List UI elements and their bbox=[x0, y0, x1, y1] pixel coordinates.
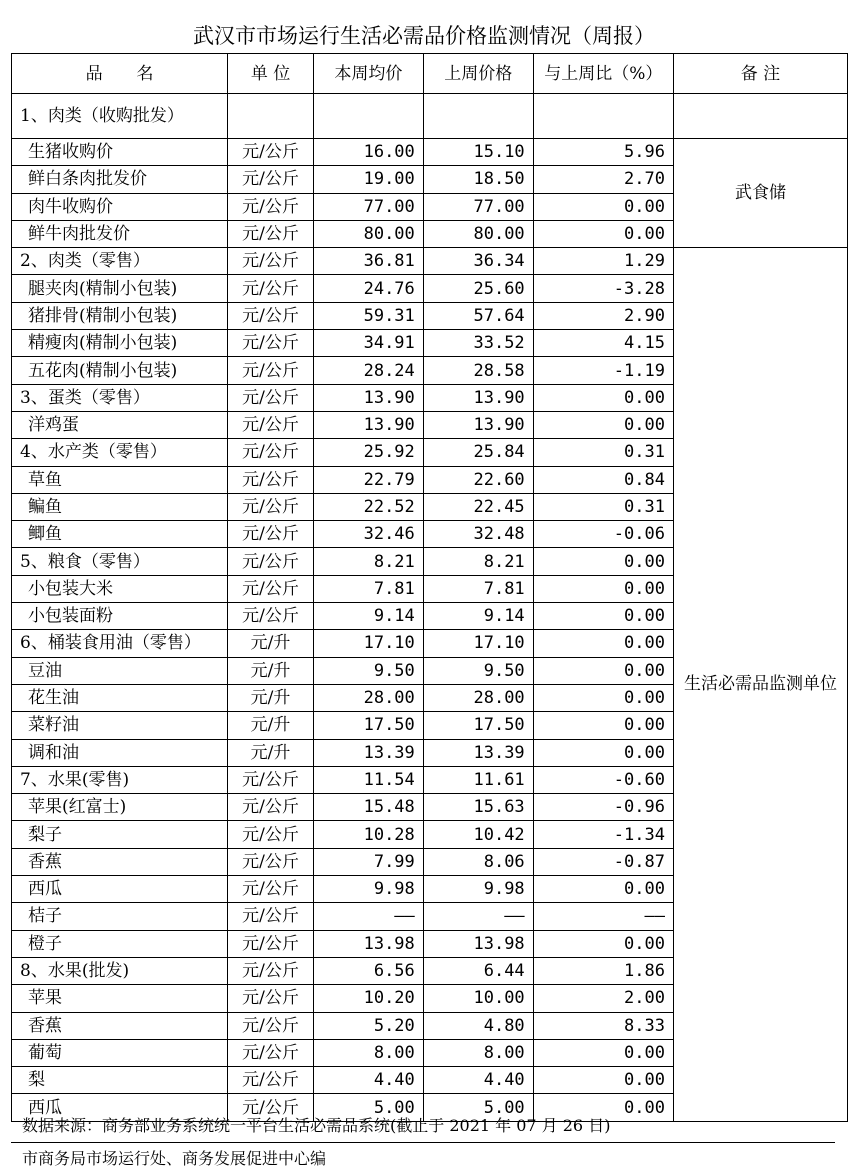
this-week-price: 5.20 bbox=[313, 1012, 423, 1039]
this-week-price: 28.00 bbox=[313, 684, 423, 711]
this-week-price: 13.90 bbox=[313, 384, 423, 411]
item-unit: 元/公斤 bbox=[228, 521, 314, 548]
week-change: 0.31 bbox=[533, 493, 673, 520]
item-name: 鳊鱼 bbox=[12, 493, 228, 520]
item-name: 4、水产类（零售） bbox=[12, 439, 228, 466]
header-unit: 单 位 bbox=[228, 54, 314, 94]
this-week-price: 22.52 bbox=[313, 493, 423, 520]
week-change: 0.84 bbox=[533, 466, 673, 493]
item-name: 鲜牛肉批发价 bbox=[12, 220, 228, 247]
editor-note: 市商务局市场运行处、商务发展促进中心编 bbox=[22, 1149, 327, 1168]
item-name: 猪排骨(精制小包装) bbox=[12, 302, 228, 329]
this-week-price: 32.46 bbox=[313, 521, 423, 548]
this-week-price: 6.56 bbox=[313, 957, 423, 984]
this-week-price: 9.14 bbox=[313, 603, 423, 630]
last-week-price: 25.60 bbox=[423, 275, 533, 302]
week-change: -1.34 bbox=[533, 821, 673, 848]
item-name: 五花肉(精制小包装) bbox=[12, 357, 228, 384]
item-name: 6、桶装食用油（零售） bbox=[12, 630, 228, 657]
week-change: 0.00 bbox=[533, 220, 673, 247]
header-this-week: 本周均价 bbox=[313, 54, 423, 94]
last-week-price: 33.52 bbox=[423, 330, 533, 357]
this-week-price: 8.21 bbox=[313, 548, 423, 575]
category-row bbox=[12, 94, 848, 139]
week-change: 0.00 bbox=[533, 876, 673, 903]
last-week-price: 5.00 bbox=[423, 1094, 533, 1121]
item-unit: 元/公斤 bbox=[228, 275, 314, 302]
last-week-price: 8.06 bbox=[423, 848, 533, 875]
this-week-price: 34.91 bbox=[313, 330, 423, 357]
last-week-price: 15.10 bbox=[423, 139, 533, 166]
item-unit: 元/升 bbox=[228, 712, 314, 739]
week-change: -0.96 bbox=[533, 794, 673, 821]
this-week-price: 80.00 bbox=[313, 220, 423, 247]
week-change: 0.00 bbox=[533, 712, 673, 739]
note-wholesale: 武食储 bbox=[673, 139, 847, 248]
item-unit: 元/公斤 bbox=[228, 575, 314, 602]
last-week-price: 9.98 bbox=[423, 876, 533, 903]
item-unit: 元/公斤 bbox=[228, 384, 314, 411]
week-change: 8.33 bbox=[533, 1012, 673, 1039]
item-unit: 元/公斤 bbox=[228, 876, 314, 903]
this-week-price: 13.90 bbox=[313, 411, 423, 438]
week-change: 0.00 bbox=[533, 548, 673, 575]
week-change: 1.29 bbox=[533, 248, 673, 275]
week-change: 0.00 bbox=[533, 684, 673, 711]
item-name: 橙子 bbox=[12, 930, 228, 957]
item-unit: 元/公斤 bbox=[228, 1012, 314, 1039]
last-week-price: 36.34 bbox=[423, 248, 533, 275]
footer-divider bbox=[11, 1142, 835, 1143]
empty-cell bbox=[423, 94, 533, 139]
last-week-price: 8.21 bbox=[423, 548, 533, 575]
item-name: 西瓜 bbox=[12, 876, 228, 903]
item-unit: 元/公斤 bbox=[228, 1094, 314, 1121]
item-unit: 元/公斤 bbox=[228, 1039, 314, 1066]
last-week-price: 77.00 bbox=[423, 193, 533, 220]
item-name: 小包装面粉 bbox=[12, 603, 228, 630]
week-change: 0.00 bbox=[533, 930, 673, 957]
this-week-price: 10.20 bbox=[313, 985, 423, 1012]
item-name: 花生油 bbox=[12, 684, 228, 711]
item-unit: 元/公斤 bbox=[228, 548, 314, 575]
item-unit: 元/公斤 bbox=[228, 985, 314, 1012]
week-change: 0.00 bbox=[533, 657, 673, 684]
week-change: 4.15 bbox=[533, 330, 673, 357]
this-week-price: 5.00 bbox=[313, 1094, 423, 1121]
week-change: -1.19 bbox=[533, 357, 673, 384]
item-unit: 元/升 bbox=[228, 684, 314, 711]
data-source-note: 数据来源：商务部业务系统统一平台生活必需品系统(截止于 2021 年 07 月 26 日) bbox=[22, 1116, 611, 1135]
report-title: 武汉市市场运行生活必需品价格监测情况（周报） bbox=[193, 24, 655, 48]
item-unit: 元/公斤 bbox=[228, 166, 314, 193]
week-change: 0.00 bbox=[533, 411, 673, 438]
last-week-price: 4.80 bbox=[423, 1012, 533, 1039]
item-unit: 元/公斤 bbox=[228, 930, 314, 957]
last-week-price: 7.81 bbox=[423, 575, 533, 602]
week-change: 0.00 bbox=[533, 193, 673, 220]
last-week-price: —— bbox=[423, 903, 533, 930]
week-change: 1.86 bbox=[533, 957, 673, 984]
week-change: 0.00 bbox=[533, 384, 673, 411]
this-week-price: 13.39 bbox=[313, 739, 423, 766]
item-name: 豆油 bbox=[12, 657, 228, 684]
item-unit: 元/公斤 bbox=[228, 821, 314, 848]
empty-cell bbox=[228, 94, 314, 139]
item-name: 香蕉 bbox=[12, 1012, 228, 1039]
week-change: 0.00 bbox=[533, 575, 673, 602]
week-change: 2.70 bbox=[533, 166, 673, 193]
item-name: 2、肉类（零售） bbox=[12, 248, 228, 275]
this-week-price: —— bbox=[313, 903, 423, 930]
this-week-price: 7.81 bbox=[313, 575, 423, 602]
item-name: 西瓜 bbox=[12, 1094, 228, 1121]
week-change: 0.00 bbox=[533, 630, 673, 657]
this-week-price: 17.10 bbox=[313, 630, 423, 657]
week-change: -0.60 bbox=[533, 766, 673, 793]
last-week-price: 17.10 bbox=[423, 630, 533, 657]
item-name: 草鱼 bbox=[12, 466, 228, 493]
header-last-week: 上周价格 bbox=[423, 54, 533, 94]
this-week-price: 4.40 bbox=[313, 1067, 423, 1094]
note-retail: 生活必需品监测单位 bbox=[673, 248, 847, 1122]
last-week-price: 80.00 bbox=[423, 220, 533, 247]
category-label: 1、肉类（收购批发） bbox=[12, 94, 228, 139]
week-change: 2.90 bbox=[533, 302, 673, 329]
last-week-price: 57.64 bbox=[423, 302, 533, 329]
last-week-price: 9.50 bbox=[423, 657, 533, 684]
this-week-price: 28.24 bbox=[313, 357, 423, 384]
item-name: 梨子 bbox=[12, 821, 228, 848]
last-week-price: 10.42 bbox=[423, 821, 533, 848]
item-name: 5、粮食（零售） bbox=[12, 548, 228, 575]
item-unit: 元/公斤 bbox=[228, 139, 314, 166]
week-change: 0.00 bbox=[533, 1094, 673, 1121]
item-name: 鲫鱼 bbox=[12, 521, 228, 548]
item-unit: 元/公斤 bbox=[228, 493, 314, 520]
last-week-price: 32.48 bbox=[423, 521, 533, 548]
this-week-price: 36.81 bbox=[313, 248, 423, 275]
last-week-price: 4.40 bbox=[423, 1067, 533, 1094]
week-change: 2.00 bbox=[533, 985, 673, 1012]
last-week-price: 10.00 bbox=[423, 985, 533, 1012]
item-name: 生猪收购价 bbox=[12, 139, 228, 166]
item-unit: 元/升 bbox=[228, 739, 314, 766]
item-name: 调和油 bbox=[12, 739, 228, 766]
this-week-price: 9.98 bbox=[313, 876, 423, 903]
last-week-price: 28.00 bbox=[423, 684, 533, 711]
last-week-price: 25.84 bbox=[423, 439, 533, 466]
table-row bbox=[12, 248, 848, 275]
this-week-price: 24.76 bbox=[313, 275, 423, 302]
this-week-price: 11.54 bbox=[313, 766, 423, 793]
empty-cell bbox=[533, 94, 673, 139]
item-name: 精瘦肉(精制小包装) bbox=[12, 330, 228, 357]
empty-cell bbox=[313, 94, 423, 139]
week-change: 0.00 bbox=[533, 1067, 673, 1094]
this-week-price: 10.28 bbox=[313, 821, 423, 848]
item-unit: 元/公斤 bbox=[228, 603, 314, 630]
this-week-price: 9.50 bbox=[313, 657, 423, 684]
this-week-price: 7.99 bbox=[313, 848, 423, 875]
this-week-price: 15.48 bbox=[313, 794, 423, 821]
header-name: 品 名 bbox=[12, 54, 228, 94]
item-name: 梨 bbox=[12, 1067, 228, 1094]
item-name: 香蕉 bbox=[12, 848, 228, 875]
item-name: 桔子 bbox=[12, 903, 228, 930]
week-change: —— bbox=[533, 903, 673, 930]
this-week-price: 77.00 bbox=[313, 193, 423, 220]
item-name: 腿夹肉(精制小包装) bbox=[12, 275, 228, 302]
last-week-price: 9.14 bbox=[423, 603, 533, 630]
item-unit: 元/公斤 bbox=[228, 248, 314, 275]
week-change: -0.06 bbox=[533, 521, 673, 548]
item-name: 苹果(红富士) bbox=[12, 794, 228, 821]
header-note: 备 注 bbox=[673, 54, 847, 94]
this-week-price: 22.79 bbox=[313, 466, 423, 493]
item-unit: 元/公斤 bbox=[228, 1067, 314, 1094]
item-unit: 元/公斤 bbox=[228, 357, 314, 384]
week-change: 0.31 bbox=[533, 439, 673, 466]
item-name: 7、水果(零售) bbox=[12, 766, 228, 793]
table-row bbox=[12, 139, 848, 166]
last-week-price: 11.61 bbox=[423, 766, 533, 793]
this-week-price: 19.00 bbox=[313, 166, 423, 193]
this-week-price: 59.31 bbox=[313, 302, 423, 329]
last-week-price: 8.00 bbox=[423, 1039, 533, 1066]
this-week-price: 25.92 bbox=[313, 439, 423, 466]
item-unit: 元/公斤 bbox=[228, 302, 314, 329]
item-name: 葡萄 bbox=[12, 1039, 228, 1066]
item-unit: 元/公斤 bbox=[228, 903, 314, 930]
item-unit: 元/公斤 bbox=[228, 330, 314, 357]
item-unit: 元/公斤 bbox=[228, 439, 314, 466]
last-week-price: 13.98 bbox=[423, 930, 533, 957]
item-unit: 元/公斤 bbox=[228, 220, 314, 247]
item-unit: 元/升 bbox=[228, 657, 314, 684]
week-change: 5.96 bbox=[533, 139, 673, 166]
item-name: 鲜白条肉批发价 bbox=[12, 166, 228, 193]
item-unit: 元/公斤 bbox=[228, 766, 314, 793]
week-change: 0.00 bbox=[533, 603, 673, 630]
item-unit: 元/升 bbox=[228, 630, 314, 657]
item-name: 3、蛋类（零售） bbox=[12, 384, 228, 411]
last-week-price: 13.90 bbox=[423, 384, 533, 411]
empty-cell bbox=[673, 94, 847, 139]
item-unit: 元/公斤 bbox=[228, 411, 314, 438]
this-week-price: 13.98 bbox=[313, 930, 423, 957]
this-week-price: 8.00 bbox=[313, 1039, 423, 1066]
item-name: 肉牛收购价 bbox=[12, 193, 228, 220]
last-week-price: 22.45 bbox=[423, 493, 533, 520]
item-name: 小包装大米 bbox=[12, 575, 228, 602]
last-week-price: 17.50 bbox=[423, 712, 533, 739]
item-unit: 元/公斤 bbox=[228, 794, 314, 821]
this-week-price: 17.50 bbox=[313, 712, 423, 739]
price-table bbox=[11, 53, 848, 1122]
item-name: 苹果 bbox=[12, 985, 228, 1012]
this-week-price: 16.00 bbox=[313, 139, 423, 166]
item-unit: 元/公斤 bbox=[228, 957, 314, 984]
item-name: 菜籽油 bbox=[12, 712, 228, 739]
last-week-price: 28.58 bbox=[423, 357, 533, 384]
header-change: 与上周比（%） bbox=[533, 54, 673, 94]
last-week-price: 6.44 bbox=[423, 957, 533, 984]
last-week-price: 22.60 bbox=[423, 466, 533, 493]
item-unit: 元/公斤 bbox=[228, 848, 314, 875]
week-change: -0.87 bbox=[533, 848, 673, 875]
last-week-price: 18.50 bbox=[423, 166, 533, 193]
header-row bbox=[12, 54, 848, 94]
item-unit: 元/公斤 bbox=[228, 193, 314, 220]
week-change: -3.28 bbox=[533, 275, 673, 302]
week-change: 0.00 bbox=[533, 739, 673, 766]
last-week-price: 15.63 bbox=[423, 794, 533, 821]
last-week-price: 13.39 bbox=[423, 739, 533, 766]
item-name: 8、水果(批发) bbox=[12, 957, 228, 984]
last-week-price: 13.90 bbox=[423, 411, 533, 438]
week-change: 0.00 bbox=[533, 1039, 673, 1066]
item-unit: 元/公斤 bbox=[228, 466, 314, 493]
item-name: 洋鸡蛋 bbox=[12, 411, 228, 438]
